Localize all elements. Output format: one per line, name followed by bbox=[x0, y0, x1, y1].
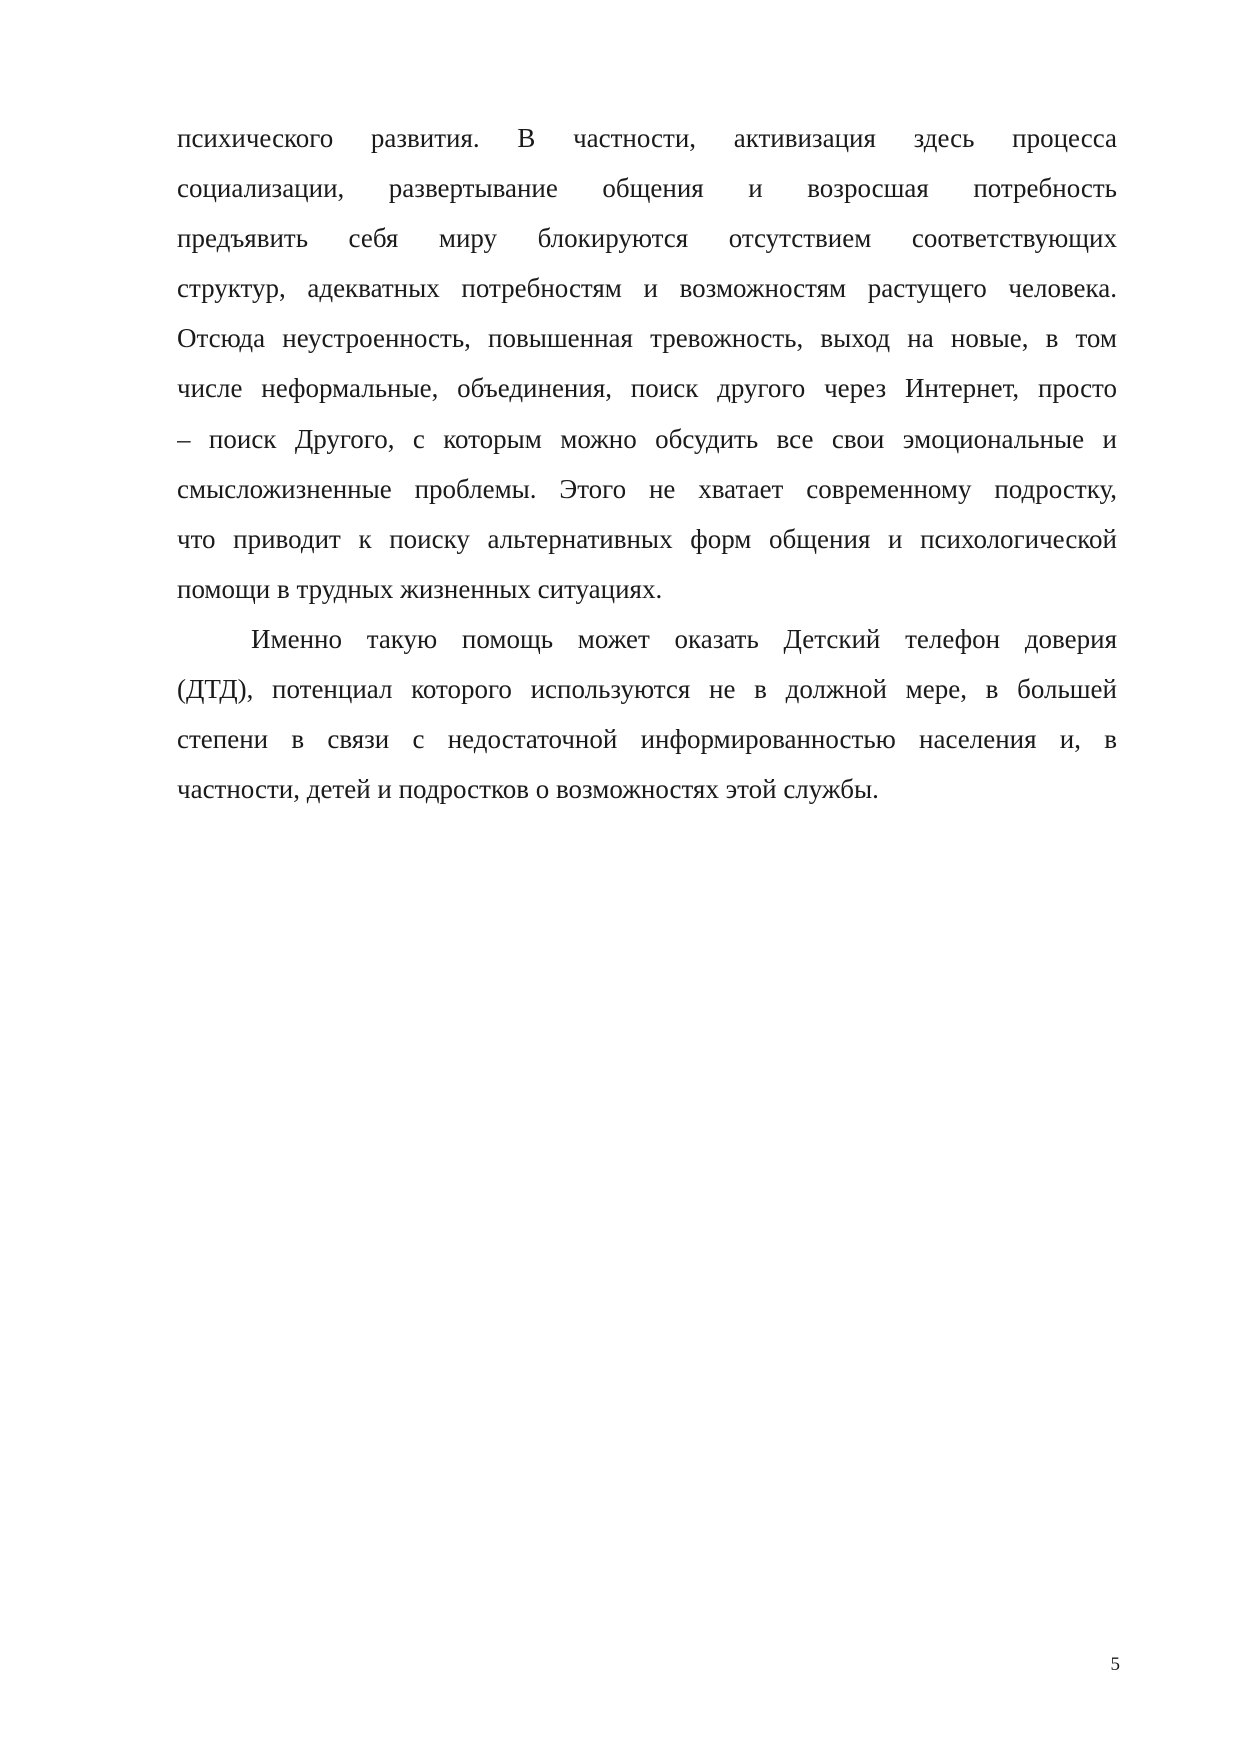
text-line: предъявить себя миру блокируются отсутствием соответствующих bbox=[177, 223, 1117, 254]
paragraph-2 bbox=[177, 614, 1117, 814]
body-text bbox=[177, 113, 1117, 814]
text-line: (ДТД), потенциал которого используются не в должной мере, в большей bbox=[177, 674, 1117, 705]
text-line: смысложизненные проблемы. Этого не хватает современному подростку, bbox=[177, 473, 1117, 504]
text-line: частности, детей и подростков о возможностях этой службы. bbox=[177, 774, 879, 805]
text-line: помощи в трудных жизненных ситуациях. bbox=[177, 573, 663, 604]
paragraph-1 bbox=[177, 113, 1117, 614]
page-number: 5 bbox=[1110, 1654, 1120, 1675]
text-line: степени в связи с недостаточной информированностью населения и, в bbox=[177, 724, 1117, 755]
text-line: что приводит к поиску альтернативных форм общения и психологической bbox=[177, 523, 1117, 554]
text-line: числе неформальные, объединения, поиск другого через Интернет, просто bbox=[177, 373, 1117, 404]
text-line: социализации, развертывание общения и возросшая потребность bbox=[177, 173, 1117, 204]
text-line: психического развития. В частности, активизация здесь процесса bbox=[177, 123, 1117, 153]
text-line: Именно такую помощь может оказать Детский телефон доверия bbox=[251, 623, 1117, 654]
text-line: структур, адекватных потребностям и возможностям растущего человека. bbox=[177, 273, 1117, 304]
text-line: – поиск Другого, с которым можно обсудить все свои эмоциональные и bbox=[177, 423, 1117, 454]
text-line: Отсюда неустроенность, повышенная тревожность, выход на новые, в том bbox=[177, 323, 1117, 354]
